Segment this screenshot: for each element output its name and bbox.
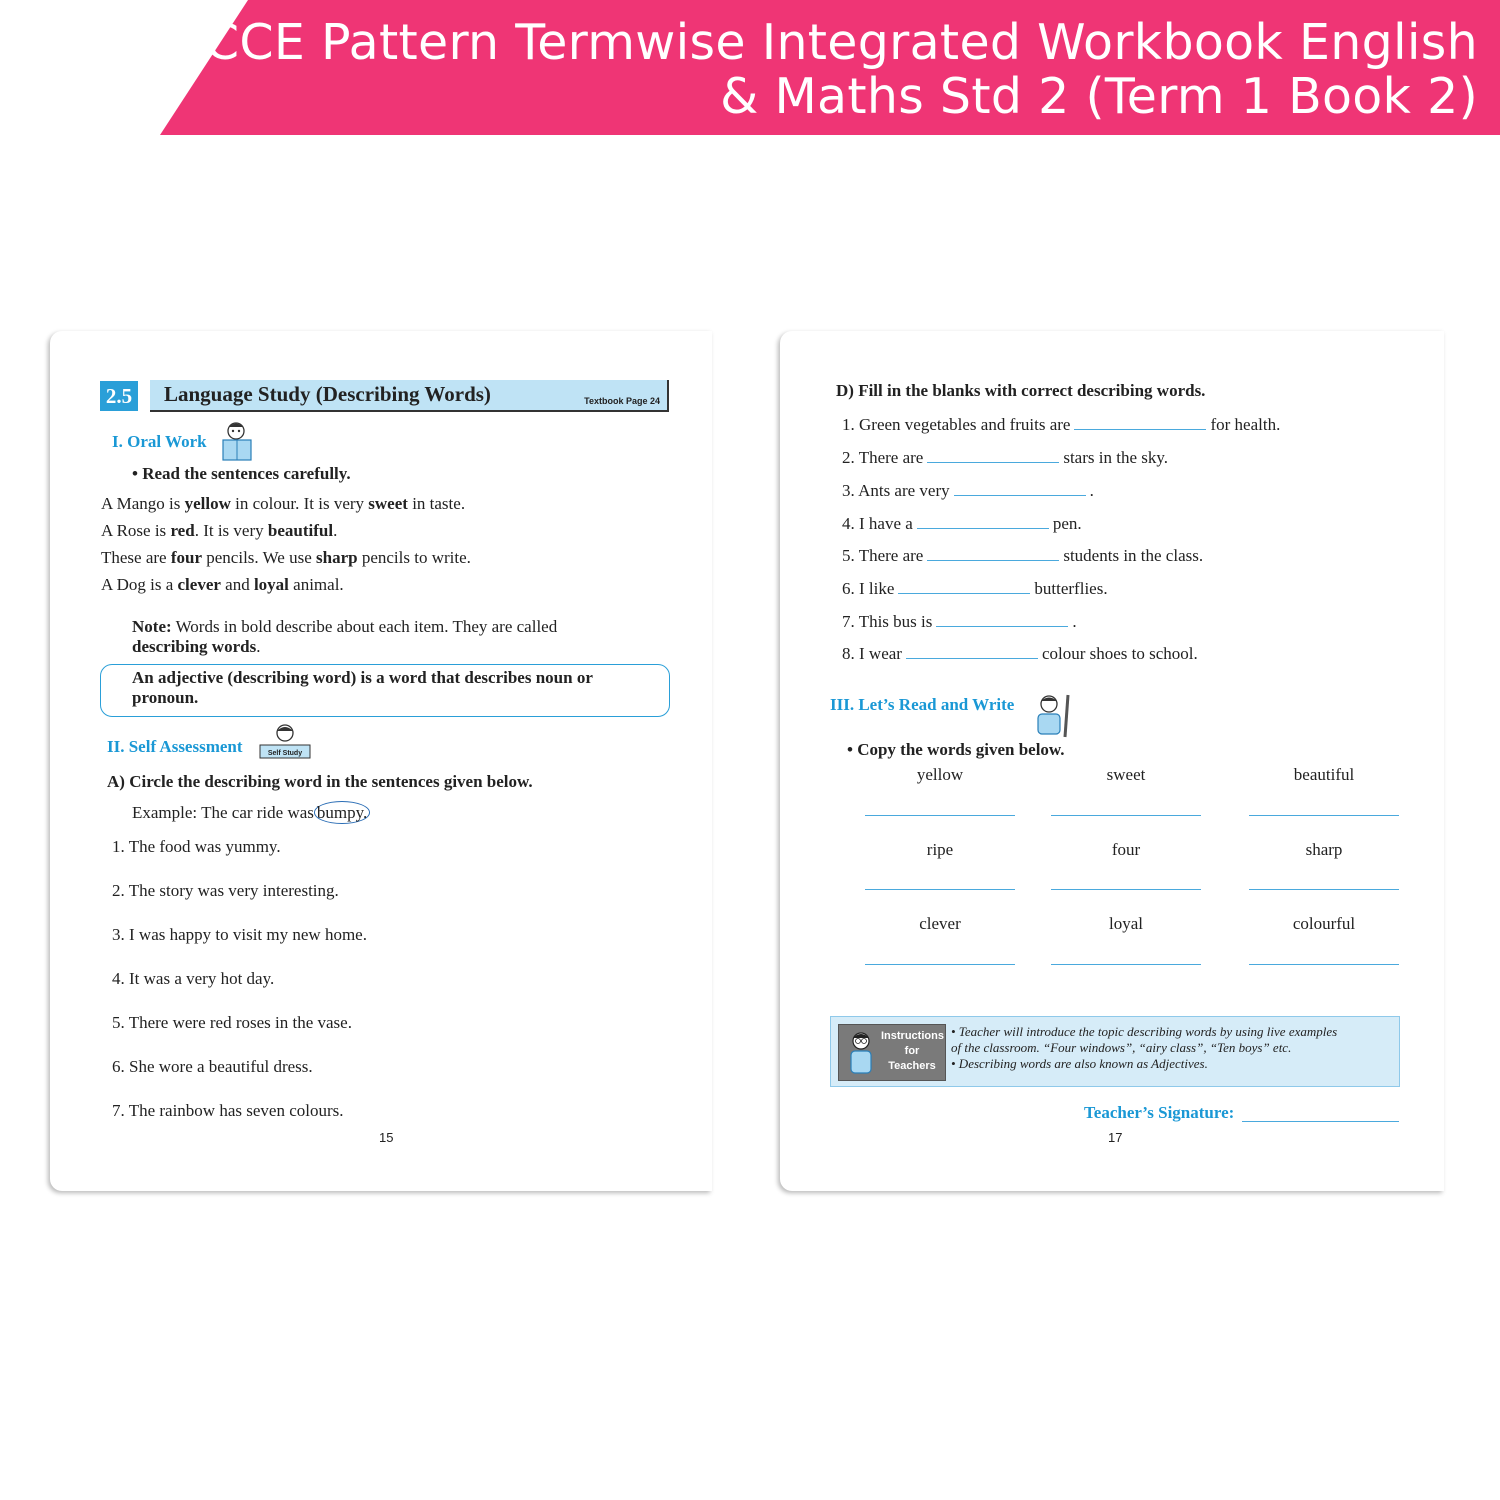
fill-blank-item [842,446,1168,468]
describing-word: red [170,521,195,540]
fill-blank-item [842,577,1108,599]
sentence-text: pencils to write. [357,548,471,567]
instr-label-line1: Instructions [881,1030,944,1042]
instr-label-line2: for [904,1045,920,1057]
describing-word: yellow [184,494,231,513]
teacher-instructions-box [830,1016,1400,1087]
self-assessment-heading: II. Self Assessment [107,737,243,756]
item-text: There are [858,448,924,467]
sentence-text: pencils. We use [202,548,317,567]
describing-word: loyal [253,575,289,594]
teacher-icon [841,1029,881,1077]
item-text: Green vegetables and fruits are [859,415,1071,434]
sentence-text: in colour. It is very [230,494,369,513]
instr-line: • Teacher will introduce the topic describing words by using live examples [951,1024,1338,1039]
oral-sentence [101,575,344,595]
sentence-text: A Mango is [101,494,185,513]
sentence-text: . [333,521,338,540]
note-label: Note: [132,617,172,636]
answer-blank[interactable] [927,544,1059,561]
copy-word: sweet [1106,765,1146,784]
section-header-bar [150,380,669,412]
item-text: stars in the sky. [1063,448,1169,467]
sentence-text: animal. [288,575,344,594]
exercise-item: 6. She wore a beautiful dress. [112,1057,313,1076]
adjective-definition-line2: pronoun. [132,688,199,707]
sentence-text: A Dog is a [101,575,178,594]
page-number: 17 [1108,1130,1123,1145]
item-number: 3. [842,481,855,500]
teacher-instructions-text [951,1024,1397,1072]
page-number: 15 [379,1130,394,1145]
item-text: Ants are very [858,481,950,500]
answer-blank[interactable] [954,479,1086,496]
read-write-heading: III. Let’s Read and Write [830,695,1015,714]
fill-blank-item [842,610,1077,632]
circled-example-word: bumpy. [314,801,370,824]
instr-label-line3: Teachers [888,1060,936,1072]
fill-blank-item [842,544,1203,566]
oral-sentence [101,521,337,541]
item-text: pen. [1052,514,1082,533]
sentence-text: These are [101,548,171,567]
item-number: 8. [842,644,855,663]
answer-blank[interactable] [917,512,1049,529]
copy-line[interactable] [1051,889,1201,890]
item-text: . [1089,481,1094,500]
fill-blank-item [842,642,1198,664]
copy-line[interactable] [865,889,1015,890]
item-number: 2. [842,448,855,467]
self-study-icon [258,723,312,761]
sentence-text: A Rose is [101,521,171,540]
note [132,617,557,657]
copy-word: clever [919,914,961,933]
example-text: Example: The car ride was [132,803,314,822]
item-text: This bus is [858,612,933,631]
sentence-text: . It is very [194,521,268,540]
copy-line[interactable] [1249,964,1399,965]
copy-line[interactable] [865,964,1015,965]
describing-word: clever [177,575,221,594]
item-text: . [1072,612,1077,631]
note-end: . [256,637,261,656]
instr-line: of the classroom. “Four windows”, “airy class”, “Ten boys” etc. [951,1040,1292,1055]
copy-line[interactable] [1249,889,1399,890]
answer-blank[interactable] [927,446,1059,463]
copy-instruction: • Copy the words given below. [847,740,1065,759]
right-page [780,331,1444,1191]
exercise-item: 7. The rainbow has seven colours. [112,1101,344,1120]
signature-line[interactable] [1242,1121,1399,1122]
adjective-definition-line1: An adjective (describing word) is a word that describes noun or [132,668,593,687]
reading-kid-icon [220,420,254,464]
describing-word: four [170,548,203,567]
copy-line[interactable] [1249,815,1399,816]
answer-blank[interactable] [898,577,1030,594]
fill-blank-item [842,413,1280,435]
section-number: 2.5 [100,381,138,411]
item-text: I wear [859,644,902,663]
exercise-item: 3. I was happy to visit my new home. [112,925,367,944]
banner-title-line2: & Maths Std 2 (Term 1 Book 2) [720,68,1478,125]
copy-word: yellow [916,765,964,784]
answer-blank[interactable] [1074,413,1206,430]
teacher-instructions-label [881,1029,943,1074]
copy-word: colourful [1292,914,1356,933]
copy-word: four [1111,840,1141,859]
sentence-text: in taste. [407,494,466,513]
oral-work-heading: I. Oral Work [112,432,207,451]
item-text: There are [858,546,924,565]
item-text: I like [859,579,895,598]
fill-blank-item [842,512,1082,534]
exercise-item: 4. It was a very hot day. [112,969,275,988]
writing-kid-icon [1032,693,1074,739]
oral-sentence [101,494,465,514]
copy-word: ripe [926,840,954,859]
exercise-item: 1. The food was yummy. [112,837,281,856]
teacher-signature-label: Teacher’s Signature: [1084,1103,1235,1122]
oral-sentence [101,548,471,568]
self-study-badge-text: Self Study [267,750,303,757]
describing-word: sweet [368,494,408,513]
exercise-a-heading: A) Circle the describing word in the sentences given below. [107,772,533,791]
item-number: 5. [842,546,855,565]
left-page [50,331,712,1191]
item-number: 1. [842,415,855,434]
item-text: students in the class. [1063,546,1204,565]
instr-line: • Describing words are also known as Adjectives. [951,1056,1208,1071]
item-text: butterflies. [1034,579,1108,598]
note-text: Words in bold describe about each item. They are called [171,617,558,636]
exercise-item: 2. The story was very interesting. [112,881,339,900]
read-instruction: • Read the sentences carefully. [132,464,351,483]
title-banner [0,0,1500,135]
fill-blank-item [842,479,1094,501]
banner-title [178,16,1478,124]
item-text: I have a [859,514,913,533]
copy-line[interactable] [1051,815,1201,816]
describing-word: sharp [316,548,358,567]
exercise-d-heading: D) Fill in the blanks with correct describing words. [836,381,1206,400]
copy-line[interactable] [1051,964,1201,965]
answer-blank[interactable] [936,610,1068,627]
exercise-item: 5. There were red roses in the vase. [112,1013,352,1032]
note-term: describing words [132,637,257,656]
section-title: Language Study (Describing Words) [164,382,491,406]
teacher-instructions-badge [838,1024,946,1081]
copy-line[interactable] [865,815,1015,816]
item-text: for health. [1210,415,1281,434]
item-number: 4. [842,514,855,533]
textbook-page-ref: Textbook Page 24 [584,396,660,406]
copy-word: sharp [1305,840,1343,859]
item-number: 6. [842,579,855,598]
banner-title-line1: CCE Pattern Termwise Integrated Workbook English [204,14,1478,71]
sentence-text: and [220,575,254,594]
adjective-definition [132,668,593,708]
item-text: colour shoes to school. [1041,644,1198,663]
item-number: 7. [842,612,855,631]
example-sentence [132,803,370,823]
describing-word: beautiful [267,521,334,540]
copy-word: beautiful [1293,765,1355,784]
copy-word: loyal [1109,914,1143,933]
answer-blank[interactable] [906,642,1038,659]
